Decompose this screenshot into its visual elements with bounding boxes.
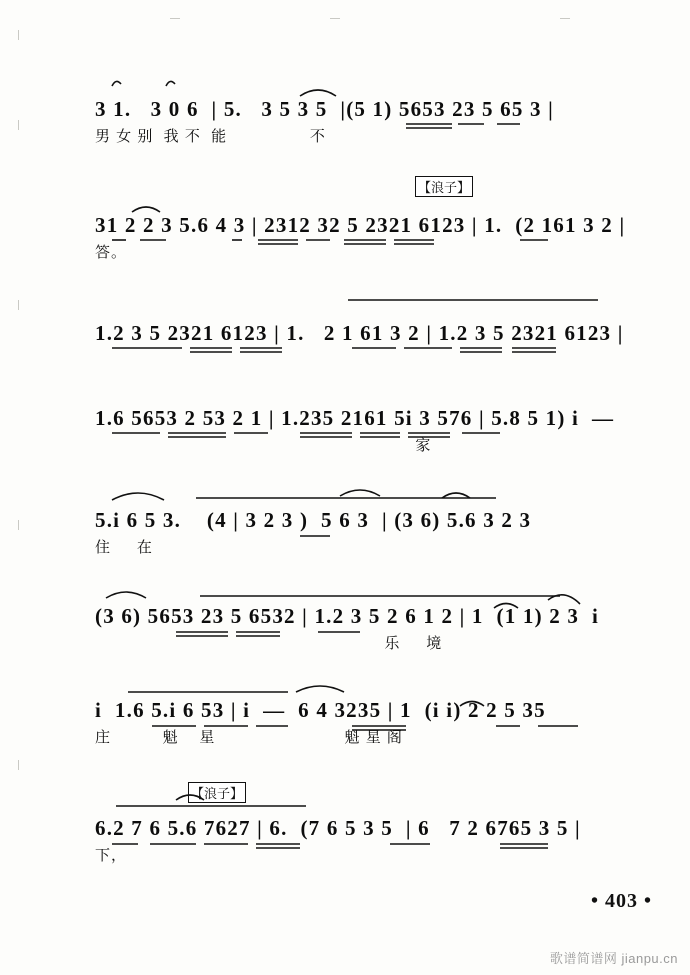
music-staff-line: 3 1. 3 0 6 | 5. 3 5 3 5 |(5 1) 5653 23 5 65 3 | [95, 97, 554, 121]
music-staff-line: 1.6 5653 2 53 2 1 | 1.235 2161 5i 3 576 | 5.8 5 1) i — [95, 406, 615, 430]
music-system [95, 212, 655, 262]
music-system [95, 815, 655, 865]
music-system [95, 603, 655, 653]
music-staff-line: 6.2 7 6 5.6 7627 | 6. (7 6 5 3 5 | 6 7 2 6765 3 5 | [95, 816, 581, 840]
watermark [550, 948, 678, 967]
music-staff-line: i 1.6 5.i 6 53 | i — 6 4 3235 | 1 (i i) 2 2 5 35 [95, 698, 546, 722]
music-system [95, 320, 655, 349]
lyric-line: 家 [95, 437, 432, 454]
lyric-line: 男 女 别 我 不 能 不 [95, 128, 326, 145]
music-staff-line: 5.i 6 5 3. (4 | 3 2 3 ) 5 6 3 | (3 6) 5.6 3 2 3 [95, 508, 532, 532]
section-marker: 【浪子】 [188, 782, 246, 803]
watermark-text: 歌谱简谱网 jianpu.cn [549, 951, 678, 966]
lyric-line: 乐 境 [95, 635, 443, 652]
lyric-line: 住 在 [95, 539, 153, 556]
music-staff-line: (3 6) 5653 23 5 6532 | 1.2 3 5 2 6 1 2 | 1 (1 1) 2 3 i [95, 604, 600, 628]
page-number: • 403 • [590, 890, 652, 912]
music-system [95, 96, 655, 146]
lyric-line: 下， [95, 847, 128, 864]
section-marker: 【浪子】 [415, 176, 473, 197]
music-staff-line: 1.2 3 5 2321 6123 | 1. 2 1 61 3 2 | 1.2 3 5 2321 6123 | [95, 321, 624, 345]
music-system [95, 697, 655, 747]
lyric-line: 答。 [95, 244, 128, 261]
lyric-line: 庄 魁 星 魁 星 阁 [95, 729, 403, 746]
music-staff-line: 31 2 2 3 5.6 4 3 | 2312 32 5 2321 6123 | 1. (2 161 3 2 | [95, 213, 626, 237]
music-system [95, 507, 655, 557]
music-system [95, 405, 655, 455]
